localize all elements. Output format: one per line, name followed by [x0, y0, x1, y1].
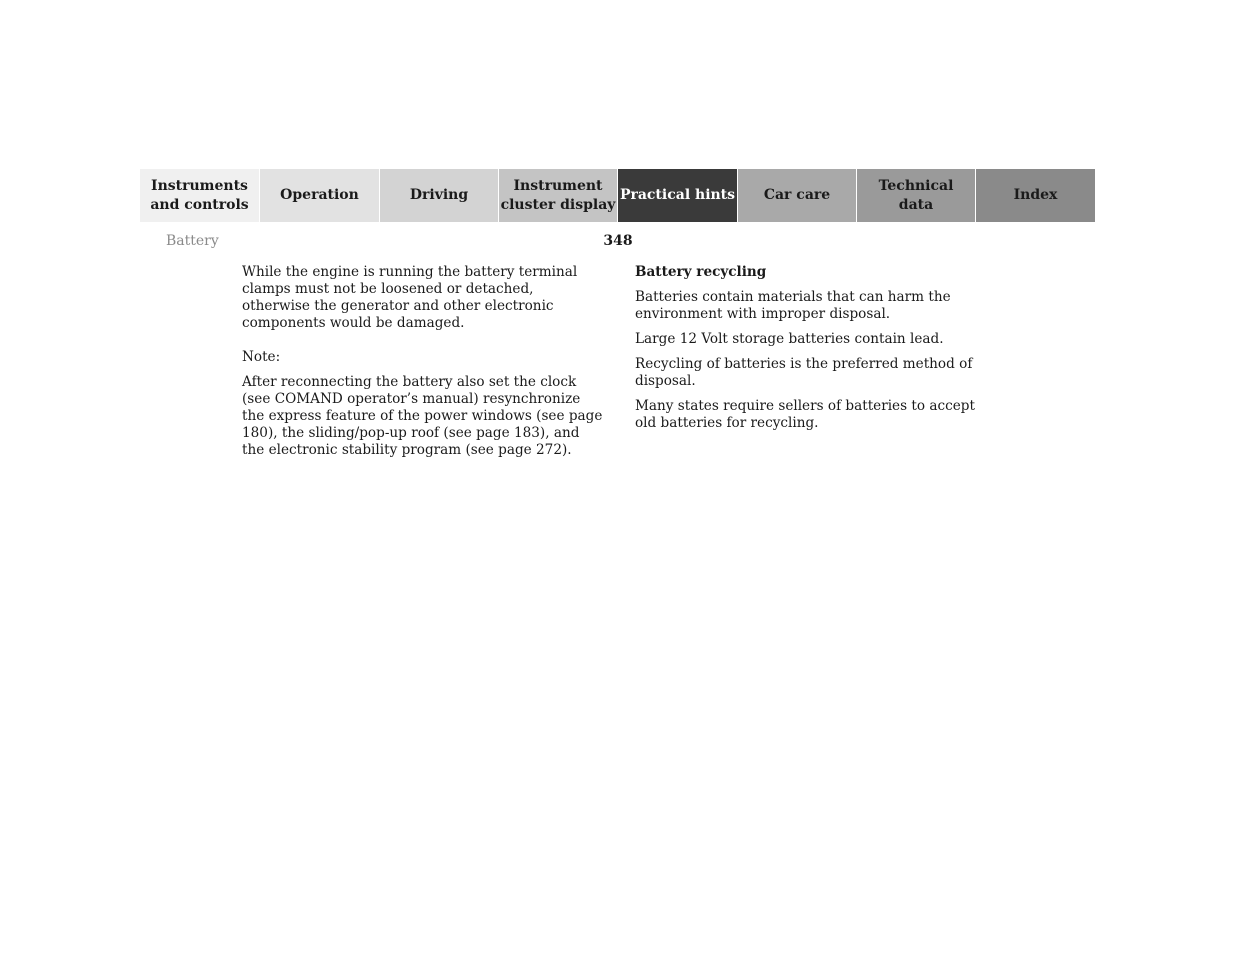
engine-running-warning: While the engine is running the battery terminal clamps must not be loosened or detached, otherwise the generator and other electronic components would be damaged. — [242, 264, 578, 331]
tab-instruments-and-controls[interactable]: Instruments and controls — [140, 169, 259, 222]
section-title: Battery — [166, 233, 219, 249]
right-column — [635, 264, 980, 440]
tab-index[interactable]: Index — [975, 169, 1095, 222]
reconnect-note: After reconnecting the battery also set the clock (see COMAND operator’s manual) resynchronize the express feature of the power windows (see page 180), the sliding/pop-up roof (see page 183), and the electronic stability program (see page 272). — [242, 374, 603, 458]
tab-practical-hints[interactable]: Practical hints — [617, 169, 737, 222]
page-number: 348 — [603, 233, 633, 249]
tab-instrument-cluster-display[interactable]: Instrument cluster display — [498, 169, 617, 222]
battery-recycling-heading: Battery recycling — [635, 264, 767, 280]
recycling-para-3: Recycling of batteries is the preferred method of disposal. — [635, 356, 973, 389]
tab-driving[interactable]: Driving — [379, 169, 498, 222]
chapter-nav — [140, 169, 1095, 222]
tab-technical-data[interactable]: Technical data — [856, 169, 975, 222]
recycling-para-2: Large 12 Volt storage batteries contain lead. — [635, 331, 944, 347]
recycling-para-4: Many states require sellers of batteries to accept old batteries for recycling. — [635, 398, 975, 431]
recycling-para-1: Batteries contain materials that can harm the environment with improper disposal. — [635, 289, 951, 322]
left-column — [242, 264, 604, 467]
tab-operation[interactable]: Operation — [259, 169, 379, 222]
tab-car-care[interactable]: Car care — [737, 169, 856, 222]
note-label: Note: — [242, 349, 281, 365]
